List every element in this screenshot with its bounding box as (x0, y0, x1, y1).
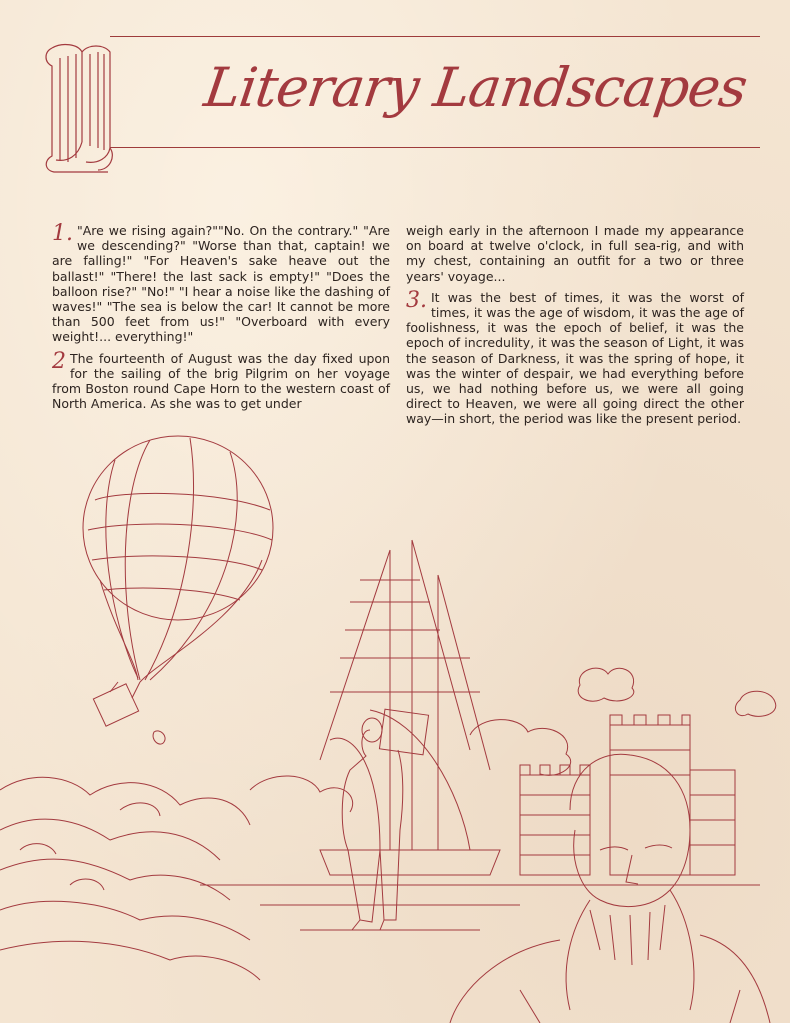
header-rule-bottom (110, 147, 760, 148)
paragraph-text: weigh early in the afternoon I made my appearance on board at twelve o'clock, in full sea-rig, and with my chest, containing an outfit for a two or three years' voyage... (406, 223, 744, 284)
header-rule-top (110, 36, 760, 37)
paragraph-text: It was the best of times, it was the worst of times, it was the age of wisdom, it was the age of foolishness, it was the epoch of belief, it was the epoch of incredulity, it was the season of Light, it was the season of Darkness, it was the spring of hope, it was the winter of despair, we had everything before us, we had nothing before us, we were all going direct to Heaven, we were all going direct the other way—in short, the period was like the present period. (406, 289, 744, 427)
fort-icon (520, 715, 735, 875)
paragraph-2-end (406, 223, 744, 284)
sea-waves (0, 777, 760, 980)
paragraph-text: "Are we rising again?""No. On the contrary." "Are we descending?" "Worse than that, captain! we are falling!" "For Heaven's sake heave out the ballast!" "There! the last sack is empty!" "Does the balloon rise?" "No!" "I hear a noise like the dashing of waves!" "The sea is below the car! It cannot be more than 500 feet from us!" "Overboard with every weight!... everything!" (52, 223, 390, 345)
paragraph-number: 2 (52, 348, 66, 374)
sailor-figure (342, 709, 428, 930)
page-title: Literary Landscapes (200, 56, 751, 119)
paragraph-2-start (52, 348, 390, 412)
balloon-icon (83, 436, 273, 744)
engraving-illustration (0, 430, 790, 1023)
paragraph-number: 3. (406, 287, 427, 313)
paragraph-text: The fourteenth of August was the day fixed upon for the sailing of the brig Pilgrim on her voyage from Boston round Cape Horn to the western coast of North America. As she was to get under (52, 350, 390, 412)
ship-icon (320, 540, 500, 875)
text-columns (52, 223, 750, 463)
left-column (52, 223, 390, 417)
paragraph-number: 1. (52, 221, 73, 246)
header (0, 0, 790, 180)
paragraph-3 (406, 287, 744, 427)
right-column (406, 223, 744, 433)
cloud-icon (250, 668, 776, 812)
paragraph-1 (52, 223, 390, 345)
illustration (0, 430, 790, 1023)
scroll-icon (38, 38, 128, 176)
